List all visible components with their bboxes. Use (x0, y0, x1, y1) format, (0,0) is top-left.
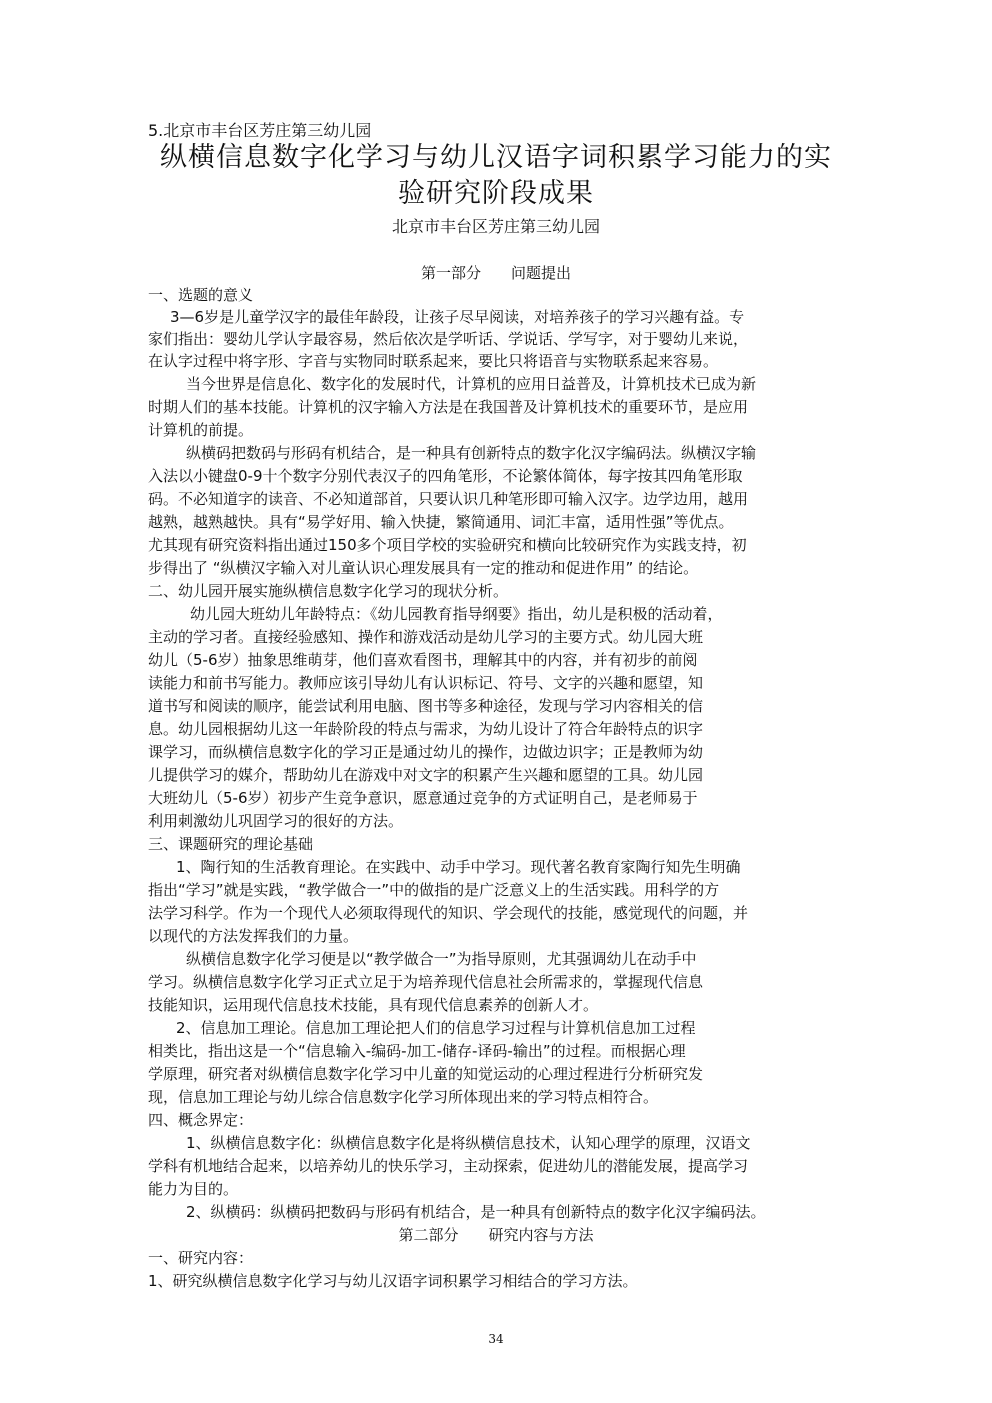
paragraph-line: 计算机的前提。 (148, 421, 254, 439)
paragraph-line: 法学习科学。作为一个现代人必须取得现代的知识、学会现代的技能，感觉现代的问题，并 (148, 904, 749, 922)
paragraph-line: 步得出了 “纵横汉字输入对儿童认识心理发展具有一定的推动和促进作用” 的结论。 (148, 559, 699, 577)
paragraph-line: 纵横信息数字化学习便是以“教学做合一”为指导原则，尤其强调幼儿在动手中 (186, 950, 697, 968)
part1-heading: 第一部分 问题提出 (420, 264, 571, 282)
paragraph-line: 入法以小键盘0-9十个数字分别代表汉子的四角笔形，不论繁体简体，每字按其四角笔形取 (148, 467, 743, 485)
paragraph-line: 读能力和前书写能力。教师应该引导幼儿有认识标记、符号、文字的兴趣和愿望，知 (148, 674, 704, 692)
paragraph-line: 指出“学习”就是实践，“教学做合一”中的做指的是广泛意义上的生活实践。用科学的方 (148, 881, 720, 899)
paragraph-line: 尤其现有研究资料指出通过150多个项目学校的实验研究和横向比较研究作为实践支持，初 (148, 536, 747, 554)
paragraph-line: 学习。纵横信息数字化学习正式立足于为培养现代信息社会所需求的，掌握现代信息 (148, 973, 704, 991)
school-label: 5.北京市丰台区芳庄第三幼儿园 (148, 121, 372, 140)
paragraph-line: 幼儿（5-6岁）抽象思维萌芽，他们喜欢看图书，理解其中的内容，并有初步的前阅 (148, 651, 698, 669)
paragraph-line: 利用刺激幼儿巩固学习的很好的方法。 (148, 812, 404, 830)
paragraph-line: 大班幼儿（5-6岁）初步产生竞争意识，愿意通过竞争的方式证明自己，是老师易于 (148, 789, 698, 807)
paragraph-line: 家们指出：婴幼儿学认字最容易，然后依次是学听话、学说话、学写字，对于婴幼儿来说， (148, 330, 749, 348)
paragraph-line: 时期人们的基本技能。计算机的汉字输入方法是在我国普及计算机技术的重要环节，是应用 (148, 398, 749, 416)
paragraph-line: 2、纵横码：纵横码把数码与形码有机结合，是一种具有创新特点的数字化汉字编码法。 (186, 1203, 766, 1221)
paragraph-line: 纵横码把数码与形码有机结合，是一种具有创新特点的数字化汉字编码法。纵横汉字输 (186, 444, 757, 462)
section4-heading: 四、概念界定： (148, 1111, 254, 1129)
paragraph-line: 1、研究纵横信息数字化学习与幼儿汉语字词积累学习相结合的学习方法。 (148, 1272, 638, 1290)
document-title-line-1: 纵横信息数字化学习与幼儿汉语字词积累学习能力的实 (160, 142, 832, 173)
paragraph-line: 2、信息加工理论。信息加工理论把人们的信息学习过程与计算机信息加工过程 (176, 1019, 696, 1037)
paragraph-line: 在认字过程中将字形、字音与实物同时联系起来，要比只将语音与实物联系起来容易。 (148, 352, 719, 370)
paragraph-line: 技能知识，运用现代信息技术技能，具有现代信息素养的创新人才。 (148, 996, 599, 1014)
paragraph-line: 码。不必知道字的读音、不必知道部首，只要认识几种笔形即可输入汉字。边学边用，越用 (148, 490, 749, 508)
paragraph-line: 现，信息加工理论与幼儿综合信息数字化学习所体现出来的学习特点相符合。 (148, 1088, 659, 1106)
section3-heading: 三、课题研究的理论基础 (148, 835, 314, 853)
author-line: 北京市丰台区芳庄第三幼儿园 (391, 217, 600, 236)
paragraph-line: 越熟，越熟越快。具有“易学好用、输入快捷，繁简通用、词汇丰富，适用性强”等优点。 (148, 513, 734, 531)
paragraph-line: 3—6岁是儿童学汉字的最佳年龄段，让孩子尽早阅读，对培养孩子的学习兴趣有益。专 (170, 308, 745, 326)
section1-heading: 一、选题的意义 (148, 286, 254, 304)
paragraph-line: 1、陶行知的生活教育理论。在实践中、动手中学习。现代著名教育家陶行知先生明确 (176, 858, 741, 876)
document-title-line-2: 验研究阶段成果 (398, 178, 594, 209)
part2-section1-heading: 一、研究内容： (148, 1249, 254, 1267)
paragraph-line: 课学习，而纵横信息数字化的学习正是通过幼儿的操作，边做边识字；正是教师为幼 (148, 743, 704, 761)
paragraph-line: 息。幼儿园根据幼儿这一年龄阶段的特点与需求，为幼儿设计了符合年龄特点的识字 (148, 720, 704, 738)
paragraph-line: 学原理，研究者对纵横信息数字化学习中儿童的知觉运动的心理过程进行分析研究发 (148, 1065, 704, 1083)
paragraph-line: 以现代的方法发挥我们的力量。 (148, 927, 359, 945)
section2-heading: 二、幼儿园开展实施纵横信息数字化学习的现状分析。 (148, 582, 509, 600)
page-number: 34 (488, 1332, 504, 1346)
paragraph-line: 学科有机地结合起来，以培养幼儿的快乐学习，主动探索，促进幼儿的潜能发展，提高学习 (148, 1157, 749, 1175)
part2-heading: 第二部分 研究内容与方法 (398, 1226, 594, 1244)
paragraph-line: 幼儿园大班幼儿年龄特点：《幼儿园教育指导纲要》指出，幼儿是积极的活动着， (190, 605, 723, 623)
paragraph-line: 儿提供学习的媒介，帮助幼儿在游戏中对文字的积累产生兴趣和愿望的工具。幼儿园 (148, 766, 704, 784)
paragraph-line: 主动的学习者。直接经验感知、操作和游戏活动是幼儿学习的主要方式。幼儿园大班 (148, 628, 704, 646)
paragraph-line: 当今世界是信息化、数字化的发展时代，计算机的应用日益普及，计算机技术已成为新 (186, 375, 757, 393)
paragraph-line: 道书写和阅读的顺序，能尝试利用电脑、图书等多种途径，发现与学习内容相关的信 (148, 697, 704, 715)
paragraph-line: 能力为目的。 (148, 1180, 239, 1198)
paragraph-line: 相类比，指出这是一个“信息输入-编码-加工-储存-译码-输出”的过程。而根据心理 (148, 1042, 686, 1060)
paragraph-line: 1、纵横信息数字化：纵横信息数字化是将纵横信息技术，认知心理学的原理，汉语文 (186, 1134, 751, 1152)
